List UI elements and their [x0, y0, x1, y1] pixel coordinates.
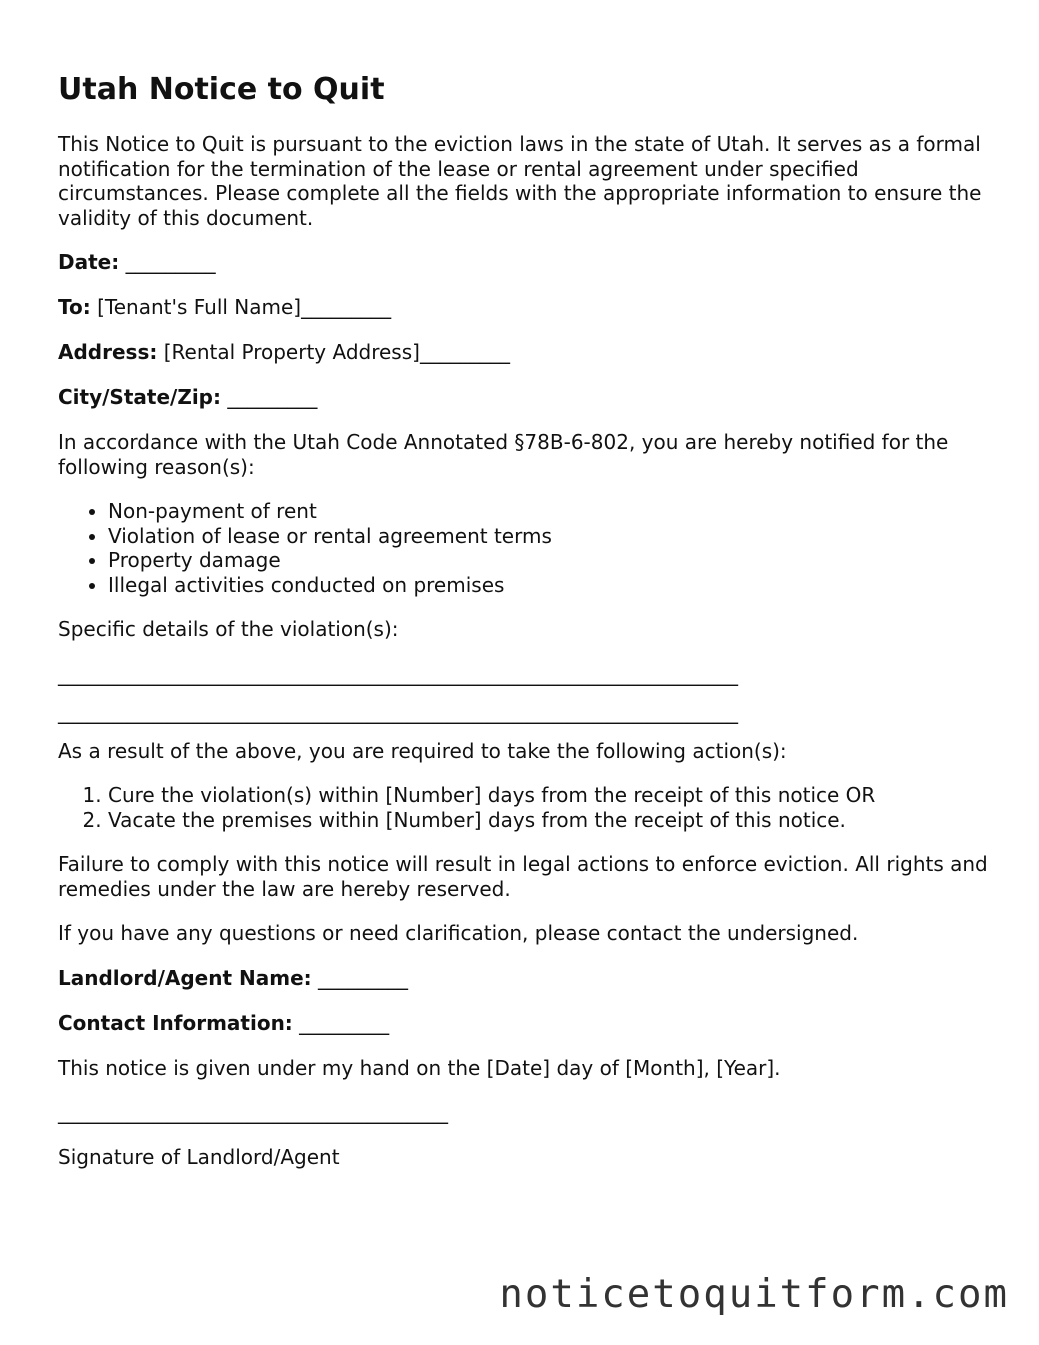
date-value: _________	[125, 250, 216, 274]
document-title: Utah Notice to Quit	[58, 72, 385, 107]
address-value: [Rental Property Address]_________	[163, 340, 510, 364]
city-state-zip-value: _________	[227, 385, 318, 409]
failure-paragraph: Failure to comply with this notice will result in legal actions to enforce eviction. All rights and remedies under the law are hereby reserved.	[58, 852, 988, 901]
contact-info-field	[58, 1011, 988, 1036]
document-page	[58, 70, 988, 1189]
reason-item: • Non-payment of rent	[108, 499, 988, 524]
city-state-zip-label: City/State/Zip:	[58, 385, 221, 409]
landlord-name-label: Landlord/Agent Name:	[58, 965, 312, 990]
reason-item: • Illegal activities conducted on premises	[108, 573, 988, 598]
reason-intro: In accordance with the Utah Code Annotated §78B-6-802, you are hereby notified for the following reason(s):	[58, 430, 949, 479]
to-label: To:	[58, 295, 91, 319]
details-label: Specific details of the violation(s):	[58, 617, 399, 641]
to-field	[58, 295, 988, 320]
action-list	[58, 783, 988, 832]
given-paragraph: This notice is given under my hand on the [Date] day of [Month], [Year].	[58, 1055, 781, 1080]
date-label: Date:	[58, 250, 120, 274]
date-field	[58, 250, 988, 275]
reason-item: • Violation of lease or rental agreement terms	[108, 524, 988, 549]
site-watermark: noticetoquitform.com	[499, 1272, 1009, 1317]
to-value: [Tenant's Full Name]_________	[97, 295, 392, 319]
questions-paragraph: If you have any questions or need clarification, please contact the undersigned.	[58, 921, 859, 945]
action-item: 2. Vacate the premises within [Number] days from the receipt of this notice.	[108, 808, 988, 833]
landlord-name-value: _________	[318, 965, 408, 990]
action-item: 1. Cure the violation(s) within [Number] days from the receipt of this notice OR	[108, 783, 988, 808]
reason-item: • Property damage	[108, 548, 988, 573]
signature-line: _______________________________________	[58, 1100, 448, 1124]
address-label: Address:	[58, 340, 158, 364]
landlord-name-field	[58, 966, 988, 991]
address-field	[58, 340, 988, 365]
city-state-zip-field	[58, 385, 988, 410]
reason-list	[58, 499, 988, 597]
intro-paragraph: This Notice to Quit is pursuant to the eviction laws in the state of Utah. It serves as a formal notification for the termination of the lease or rental agreement under specified circumstances. Please complete all the fields with the appropriate information to ensure the validity of this document.	[58, 132, 982, 230]
contact-info-label: Contact Information:	[58, 1010, 293, 1035]
detail-blank-line: ____________________________________________________________________	[58, 661, 738, 686]
action-intro: As a result of the above, you are required to take the following action(s):	[58, 738, 787, 763]
detail-blank-line: ____________________________________________________________________	[58, 700, 738, 724]
contact-info-value: _________	[299, 1010, 390, 1035]
signature-label: Signature of Landlord/Agent	[58, 1144, 340, 1169]
